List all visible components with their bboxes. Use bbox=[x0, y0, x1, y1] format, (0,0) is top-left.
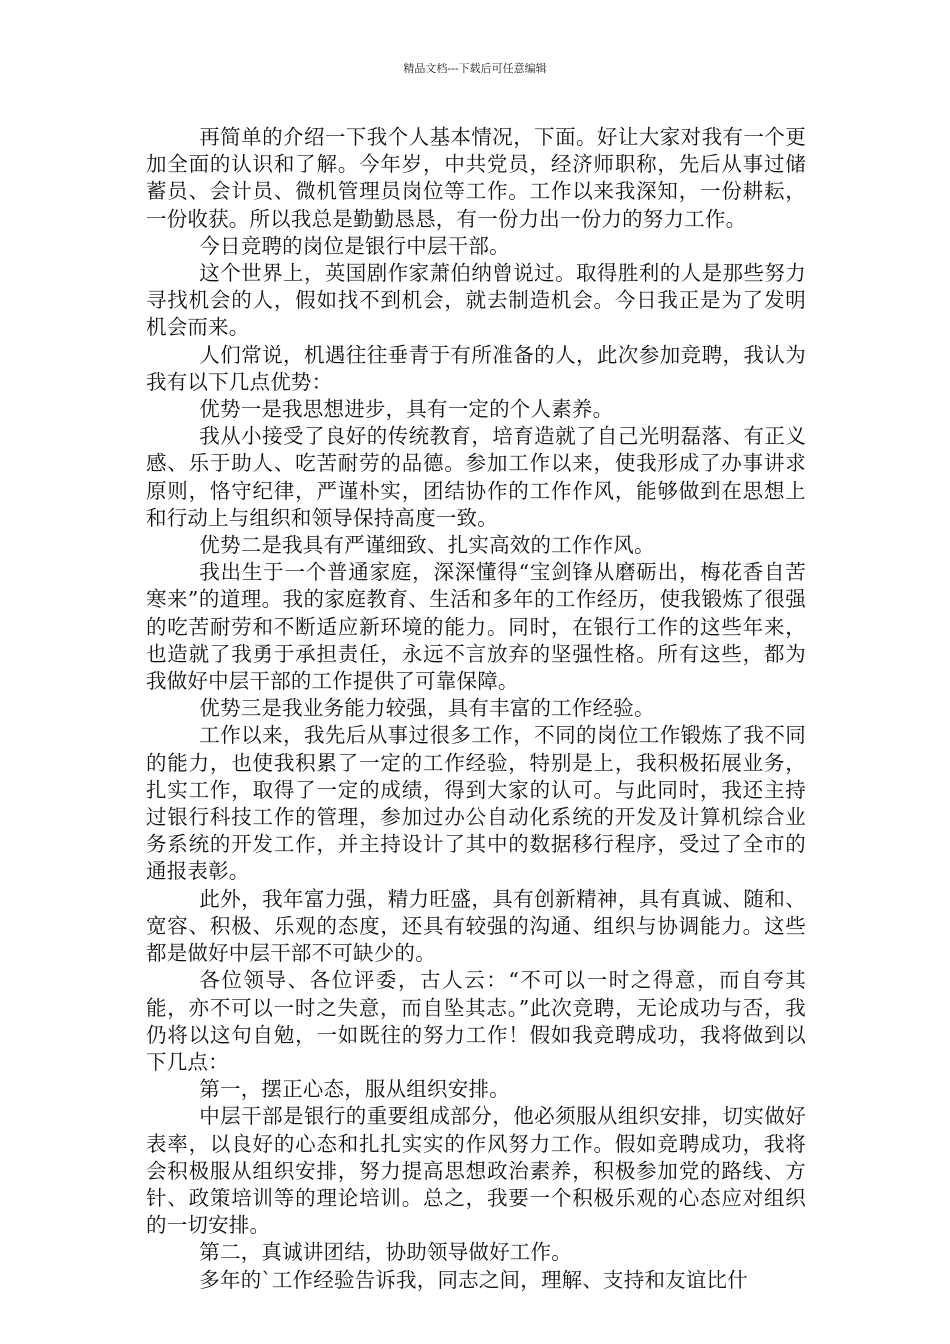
paragraph: 优势一是我思想进步，具有一定的个人素养。 bbox=[199, 397, 614, 422]
paragraph: 第一，摆正心态，服从组织安排。 bbox=[199, 1077, 510, 1102]
paragraph: 第二，真诚讲团结，协助领导做好工作。 bbox=[199, 1240, 572, 1265]
paragraph: 再简单的介绍一下我个人基本情况，下面。好让大家对我有一个更加全面的认识和了解。今年岁，中共党员，经济师职称，先后从事过储蓄员、会计员、微机管理员岗位等工作。工作以来我深知，一份耕耘，一份收获。所以我总是勤勤恳恳，有一份力出一份力的努力工作。 bbox=[146, 125, 806, 231]
document-body bbox=[146, 124, 806, 1294]
paragraph: 优势三是我业务能力较强，具有丰富的工作经验。 bbox=[199, 696, 655, 721]
paragraph: 此外，我年富力强，精力旺盛，具有创新精神，具有真诚、随和、宽容、积极、乐观的态度，还具有较强的沟通、组织与协调能力。这些都是做好中层干部不可缺少的。 bbox=[146, 886, 806, 966]
paragraph: 我从小接受了良好的传统教育，培育造就了自己光明磊落、有正义感、乐于助人、吃苦耐劳的品德。参加工作以来，使我形成了办事讲求原则，恪守纪律，严谨朴实，团结协作的工作作风，能够做到在思想上和行动上与组织和领导保持高度一致。 bbox=[146, 424, 806, 530]
paragraph: 我出生于一个普通家庭，深深懂得“宝剑锋从磨砺出，梅花香自苦寒来”的道理。我的家庭教育、生活和多年的工作经历，使我锻炼了很强的吃苦耐劳和不断适应新环境的能力。同时，在银行工作的这些年来，也造就了我勇于承担责任，永远不言放弃的坚强性格。所有这些，都为我做好中层干部的工作提供了可靠保障。 bbox=[146, 560, 806, 694]
paragraph: 优势二是我具有严谨细致、扎实高效的工作作风。 bbox=[199, 533, 655, 558]
page-header: 精品文档---下载后可任意编辑 bbox=[403, 62, 547, 75]
paragraph: 各位领导、各位评委，古人云：“不可以一时之得意，而自夸其能，亦不可以一时之失意，而自坠其志。”此次竞聘，无论成功与否，我仍将以这句自勉，一如既往的努力工作！假如我竞聘成功，我将做到以下几点： bbox=[146, 968, 806, 1074]
paragraph: 今日竞聘的岗位是银行中层干部。 bbox=[199, 233, 510, 258]
paragraph: 工作以来，我先后从事过很多工作，不同的岗位工作锻炼了我不同的能力，也使我积累了一定的工作经验，特别是上，我积极拓展业务，扎实工作，取得了一定的成绩，得到大家的认可。与此同时，我还主持过银行科技工作的管理，参加过办公自动化系统的开发及计算机综合业务系统的开发工作，并主持设计了其中的数据移行程序，受过了全市的通报表彰。 bbox=[146, 723, 806, 884]
paragraph: 多年的`工作经验告诉我，同志之间，理解、支持和友谊比什 bbox=[199, 1267, 748, 1292]
paragraph: 中层干部是银行的重要组成部分，他必须服从组织安排，切实做好表率，以良好的心态和扎扎实实的作风努力工作。假如竞聘成功，我将会积极服从组织安排，努力提高思想政治素养，积极参加党的路线、方针、政策培训等的理论培训。总之，我要一个积极乐观的心态应对组织的一切安排。 bbox=[146, 1104, 806, 1238]
paragraph: 人们常说，机遇往往垂青于有所准备的人，此次参加竞聘，我认为我有以下几点优势： bbox=[146, 342, 806, 394]
paragraph: 这个世界上，英国剧作家萧伯纳曾说过。取得胜利的人是那些努力寻找机会的人，假如找不到机会，就去制造机会。今日我正是为了发明机会而来。 bbox=[146, 261, 806, 340]
